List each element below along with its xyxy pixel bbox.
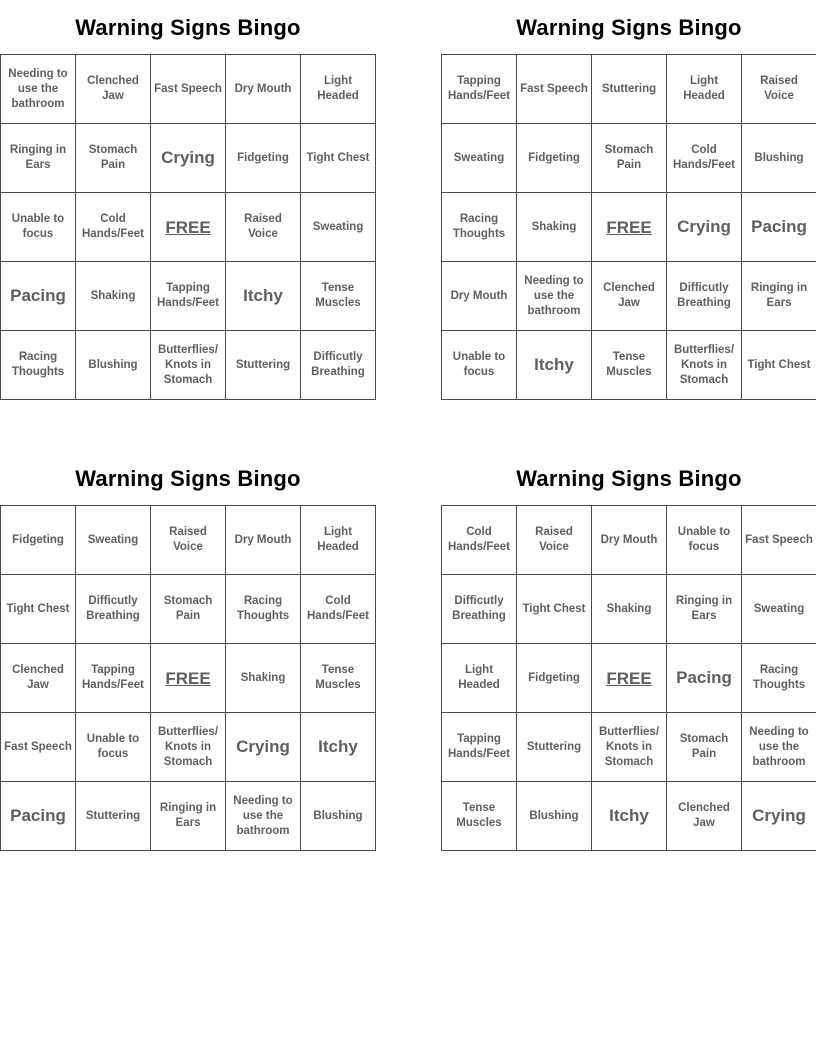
bingo-cell: Ringing in Ears — [667, 575, 742, 644]
bingo-cell: Light Headed — [667, 55, 742, 124]
bingo-row — [1, 713, 376, 782]
bingo-card-3 — [0, 451, 376, 851]
bingo-cell: Crying — [667, 193, 742, 262]
bingo-cell: Crying — [742, 782, 816, 851]
bingo-cell: Fidgeting — [517, 644, 592, 713]
bingo-row — [1, 644, 376, 713]
bingo-cell: Fast Speech — [742, 506, 816, 575]
bingo-cell: Crying — [226, 713, 301, 782]
bingo-cell: Tapping Hands/Feet — [442, 55, 517, 124]
bingo-row — [442, 575, 816, 644]
bingo-row — [1, 262, 376, 331]
bingo-cell: Clenched Jaw — [76, 55, 151, 124]
bingo-cell: Stomach Pain — [151, 575, 226, 644]
bingo-cell: Butterflies/ Knots in Stomach — [151, 713, 226, 782]
bingo-card-2 — [441, 0, 816, 400]
bingo-cell: Blushing — [517, 782, 592, 851]
free-space: FREE — [592, 193, 667, 262]
bingo-cell: Difficutly Breathing — [442, 575, 517, 644]
bingo-cell: Shaking — [76, 262, 151, 331]
bingo-card-4 — [441, 451, 816, 851]
bingo-cell: Fidgeting — [1, 506, 76, 575]
bingo-cell: Racing Thoughts — [226, 575, 301, 644]
bingo-row — [1, 193, 376, 262]
bingo-row — [442, 713, 816, 782]
bingo-cell: Butterflies/ Knots in Stomach — [667, 331, 742, 400]
bingo-cell: Sweating — [301, 193, 376, 262]
free-space: FREE — [151, 644, 226, 713]
bingo-cell: Tense Muscles — [442, 782, 517, 851]
bingo-cell: Unable to focus — [1, 193, 76, 262]
free-space: FREE — [151, 193, 226, 262]
bingo-row — [442, 506, 816, 575]
bingo-cell: Dry Mouth — [226, 506, 301, 575]
bingo-cell: Itchy — [592, 782, 667, 851]
bingo-cell: Itchy — [226, 262, 301, 331]
bingo-cell: Itchy — [301, 713, 376, 782]
bingo-cell: Ringing in Ears — [151, 782, 226, 851]
bingo-cell: Difficutly Breathing — [76, 575, 151, 644]
bingo-cell: Stuttering — [76, 782, 151, 851]
bingo-cell: Pacing — [1, 262, 76, 331]
bingo-cell: Dry Mouth — [442, 262, 517, 331]
bingo-cell: Needing to use the bathroom — [1, 55, 76, 124]
bingo-cell: Pacing — [742, 193, 816, 262]
bingo-cell: Sweating — [442, 124, 517, 193]
bingo-row — [442, 644, 816, 713]
bingo-cell: Stuttering — [517, 713, 592, 782]
bingo-cell: Butterflies/ Knots in Stomach — [592, 713, 667, 782]
bingo-cell: Fidgeting — [226, 124, 301, 193]
bingo-cell: Raised Voice — [742, 55, 816, 124]
card-title: Warning Signs Bingo — [516, 15, 742, 40]
bingo-cell: Racing Thoughts — [442, 193, 517, 262]
bingo-cell: Pacing — [667, 644, 742, 713]
bingo-row — [1, 55, 376, 124]
bingo-row — [1, 575, 376, 644]
bingo-cell: Difficutly Breathing — [667, 262, 742, 331]
bingo-cell: Fidgeting — [517, 124, 592, 193]
bingo-cell: Tight Chest — [742, 331, 816, 400]
bingo-cell: Blushing — [76, 331, 151, 400]
bingo-cell: Sweating — [742, 575, 816, 644]
bingo-cell: Shaking — [517, 193, 592, 262]
bingo-cell: Cold Hands/Feet — [76, 193, 151, 262]
bingo-cell: Itchy — [517, 331, 592, 400]
bingo-row — [1, 782, 376, 851]
bingo-row — [1, 506, 376, 575]
bingo-cell: Raised Voice — [517, 506, 592, 575]
bingo-cell: Stuttering — [592, 55, 667, 124]
bingo-row — [442, 55, 816, 124]
bingo-cell: Unable to focus — [76, 713, 151, 782]
bingo-cell: Raised Voice — [151, 506, 226, 575]
bingo-cell: Unable to focus — [442, 331, 517, 400]
card-title: Warning Signs Bingo — [516, 466, 742, 491]
bingo-cell: Shaking — [226, 644, 301, 713]
bingo-grid — [441, 505, 816, 851]
bingo-grid — [441, 54, 816, 400]
bingo-cell: Stomach Pain — [667, 713, 742, 782]
bingo-cell: Sweating — [76, 506, 151, 575]
bingo-cell: Tense Muscles — [592, 331, 667, 400]
bingo-cell: Blushing — [301, 782, 376, 851]
bingo-cell: Tapping Hands/Feet — [442, 713, 517, 782]
bingo-cell: Light Headed — [301, 55, 376, 124]
bingo-cell: Racing Thoughts — [1, 331, 76, 400]
bingo-grid — [0, 505, 376, 851]
bingo-cell: Stuttering — [226, 331, 301, 400]
bingo-cell: Clenched Jaw — [1, 644, 76, 713]
bingo-cell: Pacing — [1, 782, 76, 851]
bingo-cell: Tight Chest — [517, 575, 592, 644]
bingo-cell: Needing to use the bathroom — [742, 713, 816, 782]
bingo-cell: Butterflies/ Knots in Stomach — [151, 331, 226, 400]
bingo-row — [442, 262, 816, 331]
bingo-row — [1, 331, 376, 400]
bingo-cell: Difficutly Breathing — [301, 331, 376, 400]
card-title: Warning Signs Bingo — [75, 15, 301, 40]
bingo-cell: Fast Speech — [517, 55, 592, 124]
bingo-cell: Fast Speech — [1, 713, 76, 782]
bingo-row — [442, 331, 816, 400]
bingo-cell: Stomach Pain — [592, 124, 667, 193]
bingo-cell: Raised Voice — [226, 193, 301, 262]
bingo-cell: Tense Muscles — [301, 644, 376, 713]
bingo-cell: Cold Hands/Feet — [667, 124, 742, 193]
bingo-cell: Clenched Jaw — [667, 782, 742, 851]
bingo-cell: Crying — [151, 124, 226, 193]
bingo-cell: Clenched Jaw — [592, 262, 667, 331]
bingo-cell: Needing to use the bathroom — [517, 262, 592, 331]
bingo-cell: Dry Mouth — [226, 55, 301, 124]
bingo-row — [442, 782, 816, 851]
bingo-card-1 — [0, 0, 376, 400]
bingo-cell: Needing to use the bathroom — [226, 782, 301, 851]
bingo-row — [442, 124, 816, 193]
bingo-cell: Stomach Pain — [76, 124, 151, 193]
bingo-cell: Tense Muscles — [301, 262, 376, 331]
bingo-cell: Tapping Hands/Feet — [151, 262, 226, 331]
bingo-cell: Ringing in Ears — [742, 262, 816, 331]
bingo-cell: Tight Chest — [1, 575, 76, 644]
bingo-cell: Cold Hands/Feet — [442, 506, 517, 575]
bingo-cell: Shaking — [592, 575, 667, 644]
bingo-cell: Light Headed — [442, 644, 517, 713]
free-space: FREE — [592, 644, 667, 713]
bingo-cell: Tapping Hands/Feet — [76, 644, 151, 713]
bingo-row — [442, 193, 816, 262]
bingo-cell: Tight Chest — [301, 124, 376, 193]
bingo-cell: Racing Thoughts — [742, 644, 816, 713]
bingo-row — [1, 124, 376, 193]
card-title: Warning Signs Bingo — [75, 466, 301, 491]
bingo-grid — [0, 54, 376, 400]
bingo-cell: Unable to focus — [667, 506, 742, 575]
bingo-cell: Dry Mouth — [592, 506, 667, 575]
bingo-cell: Light Headed — [301, 506, 376, 575]
bingo-cell: Cold Hands/Feet — [301, 575, 376, 644]
bingo-cell: Ringing in Ears — [1, 124, 76, 193]
bingo-cell: Blushing — [742, 124, 816, 193]
bingo-cell: Fast Speech — [151, 55, 226, 124]
